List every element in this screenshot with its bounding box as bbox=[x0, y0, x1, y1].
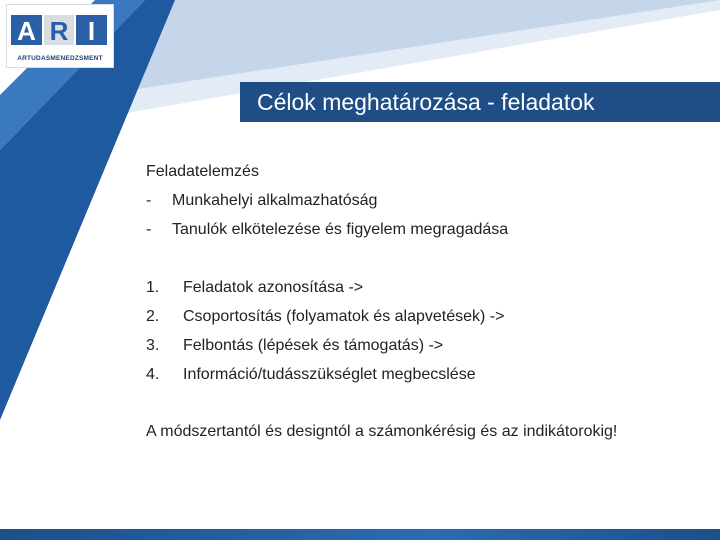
list-item bbox=[146, 218, 508, 242]
slide-title: Célok meghatározása - feladatok bbox=[257, 89, 595, 115]
item-number: 2. bbox=[146, 308, 160, 325]
logo-caption: ARTUDASMENEDZSMENT bbox=[17, 55, 103, 62]
logo-letter-a: A bbox=[17, 16, 36, 46]
company-logo bbox=[6, 4, 114, 68]
item-number: 1. bbox=[146, 279, 160, 296]
logo-letter-i: I bbox=[87, 16, 96, 46]
dash-bullet: - bbox=[146, 221, 152, 238]
bottom-bar bbox=[0, 529, 720, 540]
numbered-item bbox=[146, 276, 363, 300]
item-number: 3. bbox=[146, 337, 160, 354]
title-bar bbox=[240, 82, 720, 122]
numbered-item bbox=[146, 334, 443, 358]
dash-bullet: - bbox=[146, 192, 152, 209]
numbered-item-text: Felbontás (lépések és támogatás) -> bbox=[183, 337, 444, 354]
numbered-item-text: Csoportosítás (folyamatok és alapvetések) -> bbox=[183, 308, 505, 325]
logo-mark bbox=[7, 5, 113, 55]
numbered-item-text: Információ/tudásszükséglet megbecslése bbox=[183, 366, 476, 383]
numbered-item-text: Feladatok azonosítása -> bbox=[183, 279, 364, 296]
numbered-item bbox=[146, 363, 476, 387]
logo-letter-r: R bbox=[49, 16, 69, 46]
list-item-text: Munkahelyi alkalmazhatóság bbox=[172, 192, 378, 209]
closing-statement: A módszertantól és designtól a számonkérésig és az indikátorokig! bbox=[146, 423, 618, 440]
list-item bbox=[146, 189, 377, 213]
content-heading: Feladatelemzés bbox=[146, 163, 259, 180]
numbered-item bbox=[146, 305, 504, 329]
list-item-text: Tanulók elkötelezése és figyelem megragadása bbox=[172, 221, 509, 238]
item-number: 4. bbox=[146, 366, 160, 383]
